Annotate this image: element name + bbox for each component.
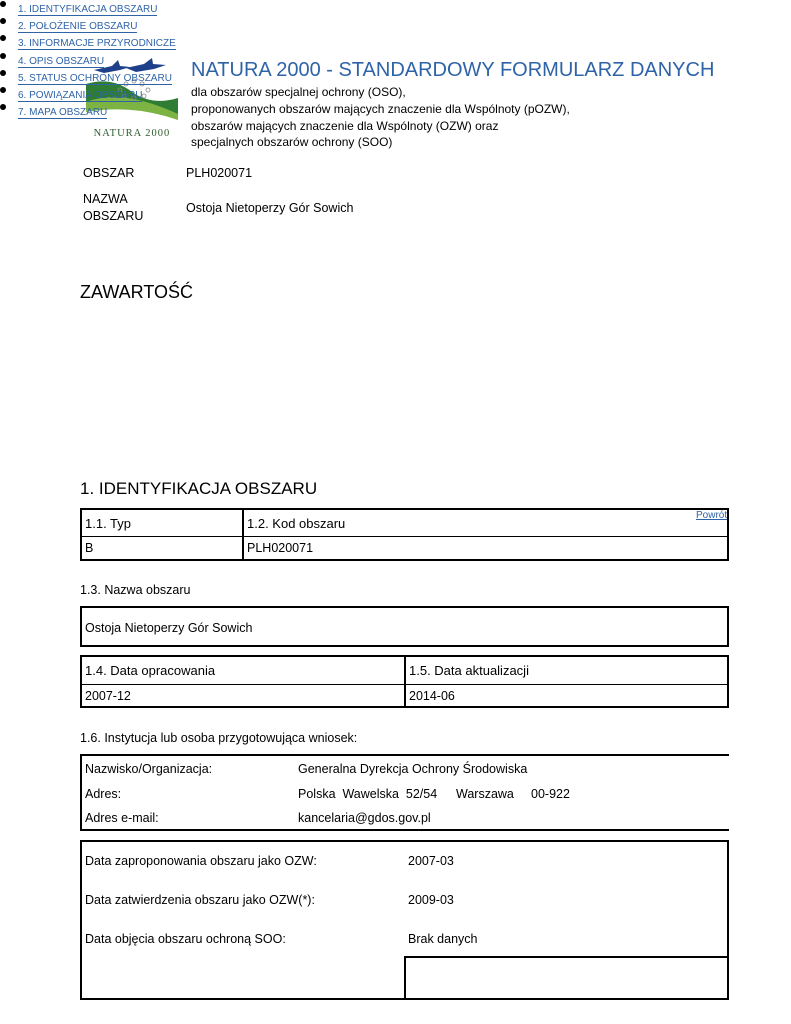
org-value: Generalna Dyrekcja Ochrony Środowiska — [298, 762, 528, 776]
contents-item — [0, 69, 791, 86]
bullet-icon — [0, 18, 6, 24]
logo-text: NATURA 2000 — [93, 128, 171, 139]
table-divider — [81, 684, 728, 685]
address-label: Adres: — [85, 787, 122, 801]
subtitle-line: proponowanych obszarów mających znaczenie dla Wspólnoty (pOZW), — [191, 102, 570, 116]
compiled-date-label: 1.4. Data opracowania — [85, 663, 216, 678]
code-value: PLH020071 — [247, 541, 314, 555]
bullet-icon — [0, 35, 6, 41]
ozw-confirmed-value: 2009-03 — [408, 893, 454, 907]
subtitle-line: specjalnych obszarów ochrony (SOO) — [191, 135, 393, 149]
contents-link-ecological-info[interactable]: 3. INFORMACJE PRZYRODNICZE — [18, 38, 176, 50]
contents-link-location[interactable]: 2. POŁOŻENIE OBSZARU — [18, 21, 138, 33]
bullet-icon — [0, 1, 6, 7]
table-divider — [404, 656, 406, 707]
type-code-table — [80, 508, 729, 561]
back-link[interactable]: Powrót — [696, 510, 728, 521]
ozw-proposed-value: 2007-03 — [408, 854, 454, 868]
respondent-left-border — [80, 754, 82, 830]
email-value: kancelaria@gdos.gov.pl — [298, 811, 431, 825]
bullet-icon — [0, 53, 6, 59]
site-code-label: OBSZAR — [83, 166, 135, 180]
contents-item — [0, 86, 791, 103]
site-name-section-value: Ostoja Nietoperzy Gór Sowich — [85, 621, 253, 635]
contents-item — [0, 103, 791, 120]
ozw-proposed-label: Data zaproponowania obszaru jako OZW: — [85, 854, 317, 868]
table-divider — [242, 509, 244, 560]
contents-link-protection-status[interactable]: 5. STATUS OCHRONY OBSZARU — [18, 72, 172, 84]
contents-link-identification[interactable]: 1. IDENTYFIKACJA OBSZARU — [18, 4, 158, 15]
updated-date-label: 1.5. Data aktualizacji — [409, 663, 529, 678]
soo-designation-label: Data objęcia obszaru ochroną SOO: — [85, 932, 286, 946]
contents-item — [0, 17, 791, 34]
contents-link-map[interactable]: 7. MAPA OBSZARU — [18, 107, 108, 119]
contents-link-relations[interactable]: 6. POWIĄZANIA OBSZARU — [18, 89, 143, 101]
compiled-date-value: 2007-12 — [85, 689, 131, 703]
site-code-value: PLH020071 — [186, 166, 253, 180]
bullet-icon — [0, 87, 6, 93]
contents-item — [0, 34, 791, 51]
address-city: Warszawa — [456, 787, 514, 801]
respondent-top-border — [80, 754, 729, 756]
site-name-label-line2: OBSZARU — [83, 209, 144, 223]
table-divider — [404, 956, 406, 999]
soo-designation-value: Brak danych — [408, 932, 478, 946]
code-label: 1.2. Kod obszaru — [247, 516, 346, 531]
document-title: NATURA 2000 - STANDARDOWY FORMULARZ DANYCH — [191, 59, 715, 81]
contents-link-description[interactable]: 4. OPIS OBSZARU — [18, 55, 105, 67]
site-name-value: Ostoja Nietoperzy Gór Sowich — [186, 201, 354, 215]
contents-list — [0, 0, 791, 120]
address-street: Polska Wawelska 52/54 — [298, 787, 438, 801]
respondent-bottom-border — [80, 829, 729, 831]
site-name-label-line1: NAZWA — [83, 192, 128, 206]
contents-item — [0, 52, 791, 69]
respondent-label: 1.6. Instytucja lub osoba przygotowująca wniosek: — [80, 731, 358, 745]
address-postcode: 00-922 — [531, 787, 570, 801]
section-heading: 1. IDENTYFIKACJA OBSZARU — [80, 479, 318, 498]
bullet-icon — [0, 104, 6, 110]
updated-date-value: 2014-06 — [409, 689, 455, 703]
type-value: B — [85, 541, 94, 555]
bullet-icon — [0, 70, 6, 76]
subtitle-line: dla obszarów specjalnej ochrony (OSO), — [191, 85, 406, 99]
site-name-section-label: 1.3. Nazwa obszaru — [80, 583, 191, 597]
ozw-confirmed-label: Data zatwierdzenia obszaru jako OZW(*): — [85, 893, 315, 907]
table-divider — [81, 536, 728, 537]
contents-heading: ZAWARTOŚĆ — [80, 282, 194, 302]
contents-item — [0, 0, 791, 17]
table-divider — [404, 956, 728, 958]
org-label: Nazwisko/Organizacja: — [85, 762, 213, 776]
email-label: Adres e-mail: — [85, 811, 159, 825]
subtitle-line: obszarów mających znaczenie dla Wspólnoty (OZW) oraz — [191, 119, 499, 133]
type-label: 1.1. Typ — [85, 516, 132, 531]
